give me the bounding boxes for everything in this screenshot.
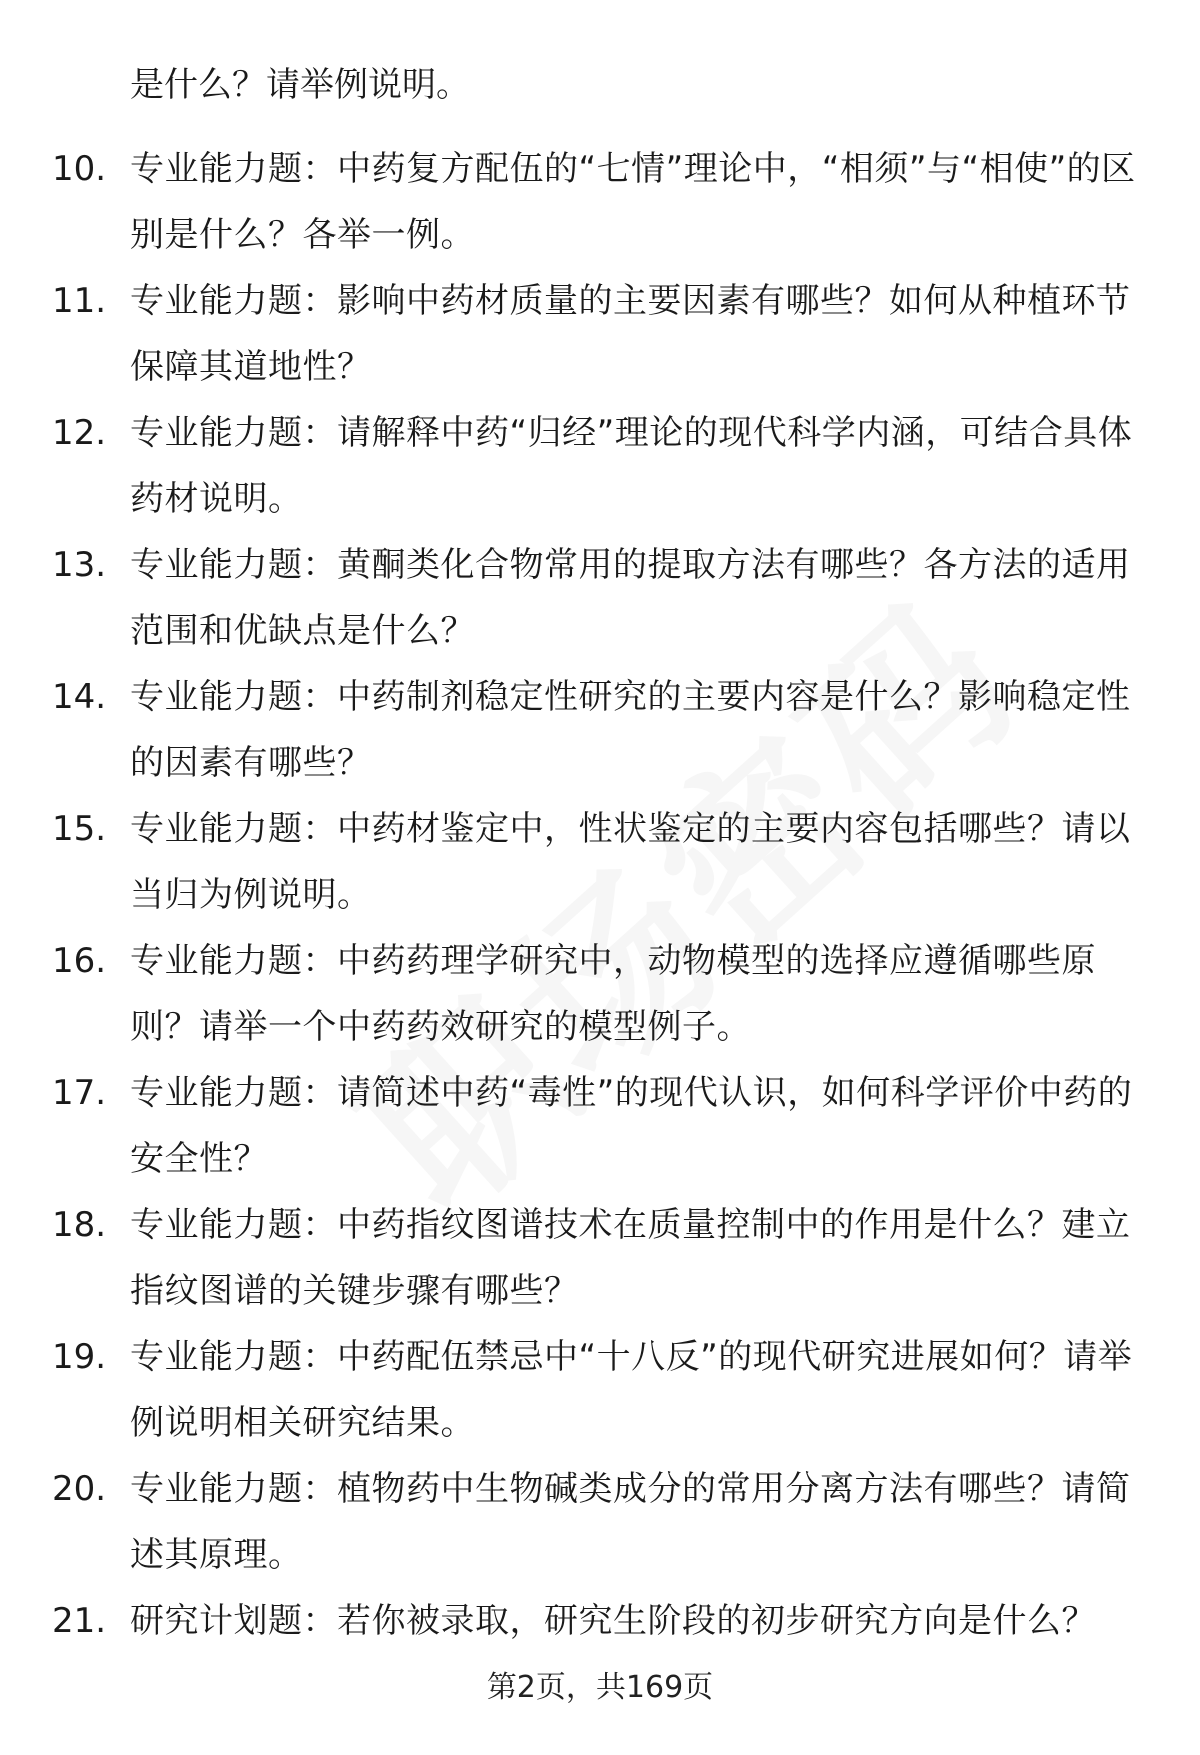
question-number: 16. — [52, 941, 107, 981]
question-item — [0, 928, 1200, 1060]
question-item — [0, 796, 1200, 928]
question-number: 17. — [52, 1073, 107, 1113]
question-item — [0, 1192, 1200, 1324]
question-item — [0, 1060, 1200, 1192]
question-text: 专业能力题：中药复方配伍的“七情”理论中，“相须”与“相使”的区别是什么？各举一例。 — [130, 149, 1136, 255]
question-text: 专业能力题：植物药中生物碱类成分的常用分离方法有哪些？请简述其原理。 — [130, 1469, 1131, 1575]
question-number: 15. — [52, 809, 107, 849]
question-number: 20. — [52, 1469, 107, 1509]
question-text: 专业能力题：中药配伍禁忌中“十八反”的现代研究进展如何？请举例说明相关研究结果。 — [130, 1337, 1133, 1443]
question-text: 研究计划题：若你被录取，研究生阶段的初步研究方向是什么？ — [130, 1601, 1096, 1641]
question-number: 12. — [52, 413, 107, 453]
question-number: 13. — [52, 545, 107, 585]
question-text: 专业能力题：中药制剂稳定性研究的主要内容是什么？影响稳定性的因素有哪些？ — [130, 677, 1131, 783]
question-item — [0, 664, 1200, 796]
question-number: 21. — [52, 1601, 107, 1641]
question-number: 18. — [52, 1205, 107, 1245]
question-item — [0, 532, 1200, 664]
question-number: 11. — [52, 281, 107, 321]
question-text: 专业能力题：黄酮类化合物常用的提取方法有哪些？各方法的适用范围和优缺点是什么？ — [130, 545, 1131, 651]
question-number: 14. — [52, 677, 107, 717]
page-footer: 第2页，共169页 — [486, 1670, 714, 1705]
continuation-text: 是什么？请举例说明。 — [130, 65, 470, 105]
question-item — [0, 400, 1200, 532]
question-item — [0, 136, 1200, 268]
question-item — [0, 1324, 1200, 1456]
question-number: 10. — [52, 149, 107, 189]
question-text: 专业能力题：中药指纹图谱技术在质量控制中的作用是什么？建立指纹图谱的关键步骤有哪些？ — [130, 1205, 1131, 1311]
question-item — [0, 268, 1200, 400]
question-text: 专业能力题：请解释中药“归经”理论的现代科学内涵，可结合具体药材说明。 — [130, 413, 1133, 519]
question-number: 19. — [52, 1337, 107, 1377]
question-item — [0, 1456, 1200, 1588]
question-list — [0, 136, 1200, 1720]
question-text: 专业能力题：请简述中药“毒性”的现代认识，如何科学评价中药的安全性？ — [130, 1073, 1133, 1179]
question-text: 专业能力题：中药药理学研究中，动物模型的选择应遵循哪些原则？请举一个中药药效研究的模型例子。 — [130, 941, 1096, 1047]
question-text: 专业能力题：中药材鉴定中，性状鉴定的主要内容包括哪些？请以当归为例说明。 — [130, 809, 1131, 915]
question-text: 专业能力题：影响中药材质量的主要因素有哪些？如何从种植环节保障其道地性？ — [130, 281, 1131, 387]
